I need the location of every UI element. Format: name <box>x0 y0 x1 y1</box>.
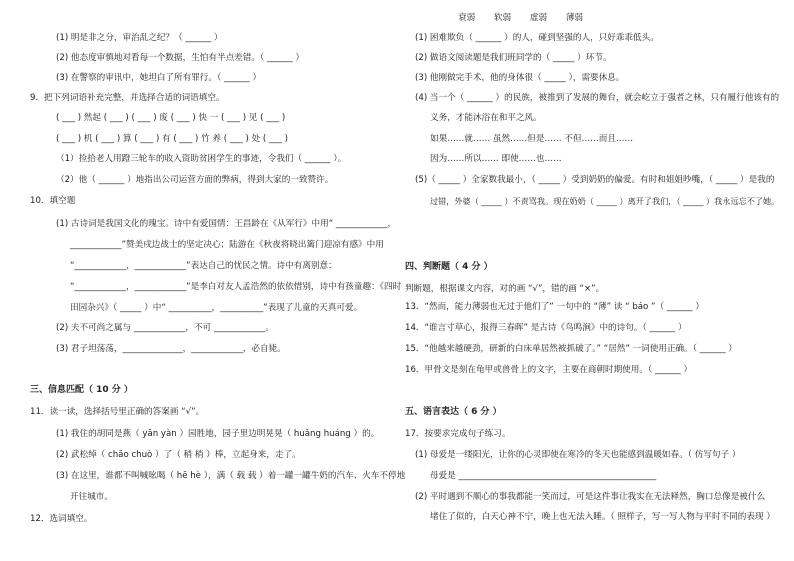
word-2: 软弱 <box>493 13 512 23</box>
question-12: 12．选词填空。 <box>30 514 93 524</box>
q12-item-5-cont: 过错，外婆（ _____ ）不责骂我。现在奶奶（ _____ ）离开了我们，（ _____ ）我永远忘不了她。 <box>430 196 780 206</box>
question-16: 16．甲骨文是刻在龟甲或兽骨上的文字，主要在商朝时期使用。（ ______ ） <box>405 365 693 375</box>
q8-item-2: (2) 他态度审慎地对看每一个数据，生怕有半点差错。（ ______ ） <box>56 53 305 63</box>
question-9: 9．把下列词语补充完整，并选择合适的词语填空。 <box>30 93 225 103</box>
q9-fill-1: （1）捡拾老人用蹬三轮车的收入资助贫困学生的事迹，令我们（ ______ ）。 <box>56 154 347 164</box>
word-1: 衰弱 <box>458 13 476 23</box>
q10-line-1: (1) 古诗词是我国文化的瑰宝。诗中有爱国情：王昌龄在《从军行》中用“ ____________， <box>56 219 397 229</box>
q11-item-3: (3) 在这里，谁都不叫喊吆喝（ hē hè ），满（ 载 载 ）着一罐一罐牛奶的汽车、火车不停地 <box>56 471 406 481</box>
q10-item-3: (3) 君子坦荡荡，______________，____________，必自毙。 <box>56 344 286 354</box>
question-10: 10．填空题 <box>30 196 76 206</box>
q11-item-3-cont: 开往城市。 <box>70 492 113 502</box>
q10-line-4: “____________，____________”是李白对友人孟浩然的依依惜别，诗中有孩童趣：《四时 <box>70 282 402 292</box>
q9-row-2: ( ___ ) 机 ( ___ ) 算 ( ___ ) 有 ( ___ ) 竹 养 ( ___ ) 处 ( ___ ) <box>56 134 288 144</box>
q12-item-3: (3) 他刚做完手术，他的身体很（ _____ ），需要休息。 <box>415 73 625 83</box>
word-3: 虚弱 <box>529 13 548 23</box>
section-3-title: 三、信息匹配（ 10 分 ） <box>30 385 133 395</box>
q10-item-2: (2) 夫不可尚之属与 ____________，不可 ____________。 <box>56 323 275 333</box>
q12-item-4-cont: 义务，才能沐浴在和平之风。 <box>430 113 542 123</box>
question-14: 14．“谁言寸草心，报得三春晖” 是古诗《鸟鸣涧》中的诗句。（ ______ ） <box>405 323 687 333</box>
q17-item-1-answer: 母爱是 ______________________________________________ <box>430 471 657 481</box>
q17-item-2: (2) 平时遇到不顺心的事我都能一笑而过，可是这件事让我实在无法释然，胸口总像是被什么 <box>415 492 766 502</box>
q8-item-3: (3) 在警察的审讯中，她坦白了所有罪行。（ ______ ） <box>56 73 262 83</box>
q12-item-2: (2) 做语文阅读题是我们班同学的（ _____ ）环节。 <box>415 53 612 63</box>
q10-line-3: “____________，____________”表达自己的忧民之情。诗中有离别意： <box>70 261 337 271</box>
q17-item-1: (1) 母爱是一缕阳光，让你的心灵即使在寒冷的冬天也能感到温暖如春。（ 仿写句子 ） <box>415 450 741 460</box>
question-17: 17．按要求完成句子练习。 <box>405 429 511 439</box>
q11-item-2: (2) 武松绰（ chāo chuò ）了（ 稍 梢 ）棒，立起身来，走了。 <box>56 450 301 460</box>
q9-fill-2: （2）他（ ______ ）地指出公司运营方面的弊病，得到大家的一致赞许。 <box>56 175 334 185</box>
word-4: 薄弱 <box>565 13 584 23</box>
word-bank <box>458 12 599 24</box>
question-15: 15．“他越来越硬劲，研新的白床单居然被抓破了。” “居然” 一词使用正确。（ ______ ） <box>405 344 737 354</box>
q12-item-5: (5)（ _____ ）全家数我最小，（ _____ ）受到奶奶的偏爱。有时和姐姐吵嘴，（ _____ ）是我的 <box>415 175 775 185</box>
q11-item-1: (1) 我住的胡同是燕（ yān yàn ）园胜地，园子里边明晃晃（ huǎng huáng ）的。 <box>56 429 380 439</box>
section-4-title: 四、判断题（ 4 分 ） <box>405 262 493 272</box>
q10-line-2: ____________”赞美戍边战士的坚定决心；陆游在《秋夜将晓出篱门迎凉有感》中用 <box>70 240 384 250</box>
q10-line-5: 田园杂兴》（ _____ ）中“ __________，__________”表现了儿童的天真可爱。 <box>70 303 363 313</box>
right-column <box>405 0 780 561</box>
q8-item-1: (1) 明是非之分，审治乱之纪？（ ______ ） <box>56 33 223 43</box>
q9-row-1: ( ___ ) 然起 ( ___ ) ( ___ ) 废 ( ___ ) 快 一 ( ___ ) 见 ( ___ ) <box>56 113 286 123</box>
question-11: 11．读一读，选择括号里正确的答案画 “√”。 <box>30 407 205 417</box>
q17-item-2-cont: 堵住了似的，白天心神不宁，晚上也无法入睡。（ 照样子，写一写人物与平时不同的表现 ） <box>430 512 775 522</box>
conjunction-row-1: 如果……就…… 虽然……但是…… 不但……而且…… <box>430 134 634 144</box>
conjunction-row-2: 因为……所以…… 即使……也…… <box>430 154 562 164</box>
section-4-intro: 判断题，根据课文内容，对的画 “√”，错的画 “×”。 <box>405 284 605 294</box>
question-13: 13．“然而，能力薄弱也无过于他们了” 一句中的 “薄” 读 “ báo ”（ ______ ） <box>405 302 704 312</box>
left-column <box>30 0 405 561</box>
section-5-title: 五、语言表达（ 6 分 ） <box>405 407 502 417</box>
q12-item-1: (1) 困难欺负（ ______ ）的人，碰到坚强的人，只好乖乖低头。 <box>415 33 659 43</box>
q12-item-4: (4) 当一个（ ______ ）的民族，被推到了发展的舞台，就会屹立于强者之林，只有履行他该有的 <box>415 93 780 103</box>
